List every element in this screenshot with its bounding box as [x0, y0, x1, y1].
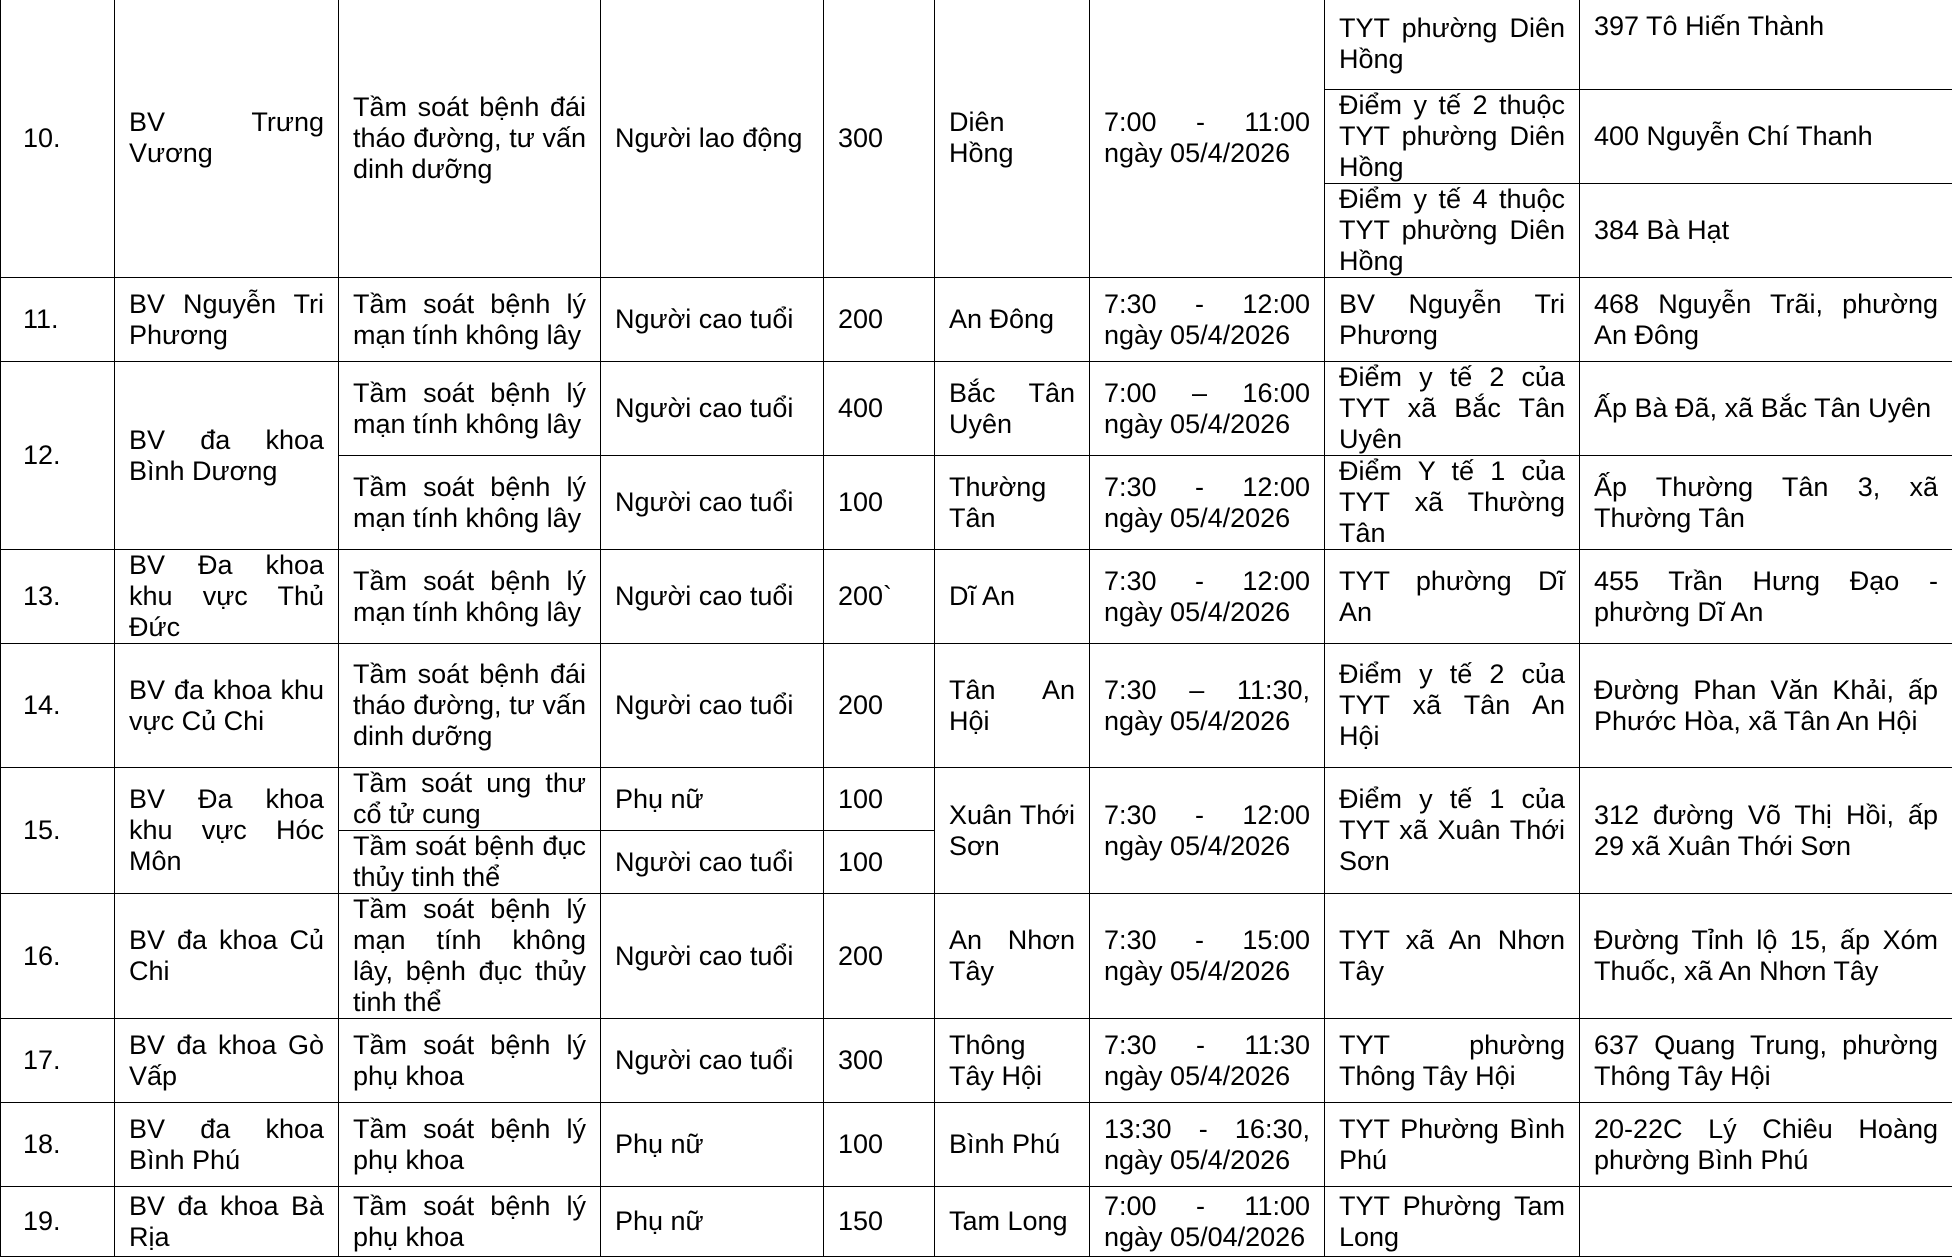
row-number: 19.	[1, 1187, 115, 1257]
time-cell: 7:30 - 11:30 ngày 05/4/2026	[1090, 1019, 1325, 1103]
target-cell: Người cao tuổi	[601, 644, 824, 768]
place-cell: TYT phường Diên Hồng	[1325, 0, 1580, 90]
hospital-cell: BV đa khoa Gò Vấp	[115, 1019, 339, 1103]
target-cell: Người cao tuổi	[601, 550, 824, 644]
quantity-cell: 200	[824, 894, 935, 1019]
quantity-cell: 200	[824, 644, 935, 768]
hospital-cell: BV đa khoa Củ Chi	[115, 894, 339, 1019]
table-row	[1, 894, 1952, 1019]
target-cell: Người cao tuổi	[601, 278, 824, 362]
time-cell: 7:30 - 12:00 ngày 05/4/2026	[1090, 550, 1325, 644]
time-cell: 7:00 - 11:00 ngày 05/04/2026	[1090, 1187, 1325, 1257]
row-number: 17.	[1, 1019, 115, 1103]
quantity-cell: 150	[824, 1187, 935, 1257]
service-cell: Tầm soát bệnh đái tháo đường, tư vấn dinh dưỡng	[339, 0, 601, 278]
address-cell: Ấp Thường Tân 3, xã Thường Tân	[1580, 456, 1952, 550]
place-cell: TYT xã An Nhơn Tây	[1325, 894, 1580, 1019]
address-cell: 637 Quang Trung, phường Thông Tây Hội	[1580, 1019, 1952, 1103]
place-cell: TYT phường Thông Tây Hội	[1325, 1019, 1580, 1103]
service-cell: Tầm soát bệnh lý phụ khoa	[339, 1103, 601, 1187]
ward-cell: Bắc Tân Uyên	[935, 362, 1090, 456]
place-cell: Điểm Y tế 1 của TYT xã Thường Tân	[1325, 456, 1580, 550]
time-cell: 7:30 - 15:00 ngày 05/4/2026	[1090, 894, 1325, 1019]
row-number: 14.	[1, 644, 115, 768]
place-cell: TYT Phường Tam Long	[1325, 1187, 1580, 1257]
place-cell: Điểm y tế 1 của TYT xã Xuân Thới Sơn	[1325, 768, 1580, 894]
target-cell: Người cao tuổi	[601, 1019, 824, 1103]
time-cell: 13:30 - 16:30, ngày 05/4/2026	[1090, 1103, 1325, 1187]
hospital-cell: BV Đa khoa khu vực Hóc Môn	[115, 768, 339, 894]
quantity-cell: 100	[824, 1103, 935, 1187]
hospital-cell: BV đa khoa Bà Rịa	[115, 1187, 339, 1257]
service-cell: Tầm soát bệnh đái tháo đường, tư vấn dinh dưỡng	[339, 644, 601, 768]
ward-cell: Xuân Thới Sơn	[935, 768, 1090, 894]
table-row	[1, 0, 1952, 90]
quantity-cell: 100	[824, 831, 935, 894]
address-cell: 400 Nguyễn Chí Thanh	[1580, 90, 1952, 184]
address-cell: 455 Trần Hưng Đạo - phường Dĩ An	[1580, 550, 1952, 644]
hospital-cell: BV đa khoa Bình Phú	[115, 1103, 339, 1187]
place-cell: Điểm y tế 2 thuộc TYT phường Diên Hồng	[1325, 90, 1580, 184]
service-cell: Tầm soát bệnh lý mạn tính không lây	[339, 550, 601, 644]
ward-cell: An Nhơn Tây	[935, 894, 1090, 1019]
table-row	[1, 1187, 1952, 1257]
service-cell: Tầm soát bệnh lý mạn tính không lây	[339, 362, 601, 456]
row-number: 11.	[1, 278, 115, 362]
target-cell: Người cao tuổi	[601, 456, 824, 550]
table-row	[1, 1103, 1952, 1187]
service-cell: Tầm soát ung thư cổ tử cung	[339, 768, 601, 831]
place-cell: TYT phường Dĩ An	[1325, 550, 1580, 644]
table-row	[1, 644, 1952, 768]
time-cell: 7:30 – 11:30, ngày 05/4/2026	[1090, 644, 1325, 768]
row-number: 18.	[1, 1103, 115, 1187]
address-cell	[1580, 1187, 1952, 1257]
time-cell: 7:30 - 12:00 ngày 05/4/2026	[1090, 456, 1325, 550]
quantity-cell: 300	[824, 0, 935, 278]
hospital-cell: BV Trưng Vương	[115, 0, 339, 278]
ward-cell: Thường Tân	[935, 456, 1090, 550]
ward-cell: Dĩ An	[935, 550, 1090, 644]
hospital-cell: BV đa khoa Bình Dương	[115, 362, 339, 550]
time-cell: 7:00 – 16:00 ngày 05/4/2026	[1090, 362, 1325, 456]
quantity-cell: 300	[824, 1019, 935, 1103]
table-row	[1, 550, 1952, 644]
ward-cell: Tam Long	[935, 1187, 1090, 1257]
target-cell: Phụ nữ	[601, 768, 824, 831]
service-cell: Tầm soát bệnh lý mạn tính không lây	[339, 456, 601, 550]
ward-cell: Diên Hồng	[935, 0, 1090, 278]
table-row	[1, 768, 1952, 831]
address-cell: 468 Nguyễn Trãi, phường An Đông	[1580, 278, 1952, 362]
service-cell: Tầm soát bệnh lý phụ khoa	[339, 1187, 601, 1257]
quantity-cell: 400	[824, 362, 935, 456]
service-cell: Tầm soát bệnh lý mạn tính không lây	[339, 278, 601, 362]
hospital-cell: BV đa khoa khu vực Củ Chi	[115, 644, 339, 768]
quantity-cell: 200	[824, 278, 935, 362]
hospital-cell: BV Đa khoa khu vực Thủ Đức	[115, 550, 339, 644]
address-cell: 20-22C Lý Chiêu Hoàng phường Bình Phú	[1580, 1103, 1952, 1187]
address-cell: 384 Bà Hạt	[1580, 184, 1952, 278]
address-cell: 397 Tô Hiến Thành	[1580, 0, 1952, 90]
quantity-cell: 200`	[824, 550, 935, 644]
hospital-cell: BV Nguyễn Tri Phương	[115, 278, 339, 362]
target-cell: Phụ nữ	[601, 1103, 824, 1187]
table-row	[1, 362, 1952, 456]
row-number: 13.	[1, 550, 115, 644]
ward-cell: Tân An Hội	[935, 644, 1090, 768]
address-cell: Đường Tỉnh lộ 15, ấp Xóm Thuốc, xã An Nhơn Tây	[1580, 894, 1952, 1019]
time-cell: 7:30 - 12:00 ngày 05/4/2026	[1090, 768, 1325, 894]
place-cell: Điểm y tế 4 thuộc TYT phường Diên Hồng	[1325, 184, 1580, 278]
row-number: 12.	[1, 362, 115, 550]
address-cell: 312 đường Võ Thị Hồi, ấp 29 xã Xuân Thới Sơn	[1580, 768, 1952, 894]
service-cell: Tầm soát bệnh lý mạn tính không lây, bệnh đục thủy tinh thể	[339, 894, 601, 1019]
target-cell: Phụ nữ	[601, 1187, 824, 1257]
table-row	[1, 278, 1952, 362]
quantity-cell: 100	[824, 456, 935, 550]
service-cell: Tầm soát bệnh lý phụ khoa	[339, 1019, 601, 1103]
ward-cell: Thông Tây Hội	[935, 1019, 1090, 1103]
address-cell: Đường Phan Văn Khải, ấp Phước Hòa, xã Tân An Hội	[1580, 644, 1952, 768]
service-cell: Tầm soát bệnh đục thủy tinh thể	[339, 831, 601, 894]
row-number: 16.	[1, 894, 115, 1019]
place-cell: Điểm y tế 2 của TYT xã Tân An Hội	[1325, 644, 1580, 768]
ward-cell: An Đông	[935, 278, 1090, 362]
target-cell: Người cao tuổi	[601, 362, 824, 456]
ward-cell: Bình Phú	[935, 1103, 1090, 1187]
row-number: 15.	[1, 768, 115, 894]
place-cell: Điểm y tế 2 của TYT xã Bắc Tân Uyên	[1325, 362, 1580, 456]
table-row	[1, 1019, 1952, 1103]
place-cell: BV Nguyễn Tri Phương	[1325, 278, 1580, 362]
row-number: 10.	[1, 0, 115, 278]
quantity-cell: 100	[824, 768, 935, 831]
time-cell: 7:00 - 11:00 ngày 05/4/2026	[1090, 0, 1325, 278]
time-cell: 7:30 - 12:00 ngày 05/4/2026	[1090, 278, 1325, 362]
address-cell: Ấp Bà Đã, xã Bắc Tân Uyên	[1580, 362, 1952, 456]
place-cell: TYT Phường Bình Phú	[1325, 1103, 1580, 1187]
target-cell: Người lao động	[601, 0, 824, 278]
target-cell: Người cao tuổi	[601, 831, 824, 894]
target-cell: Người cao tuổi	[601, 894, 824, 1019]
